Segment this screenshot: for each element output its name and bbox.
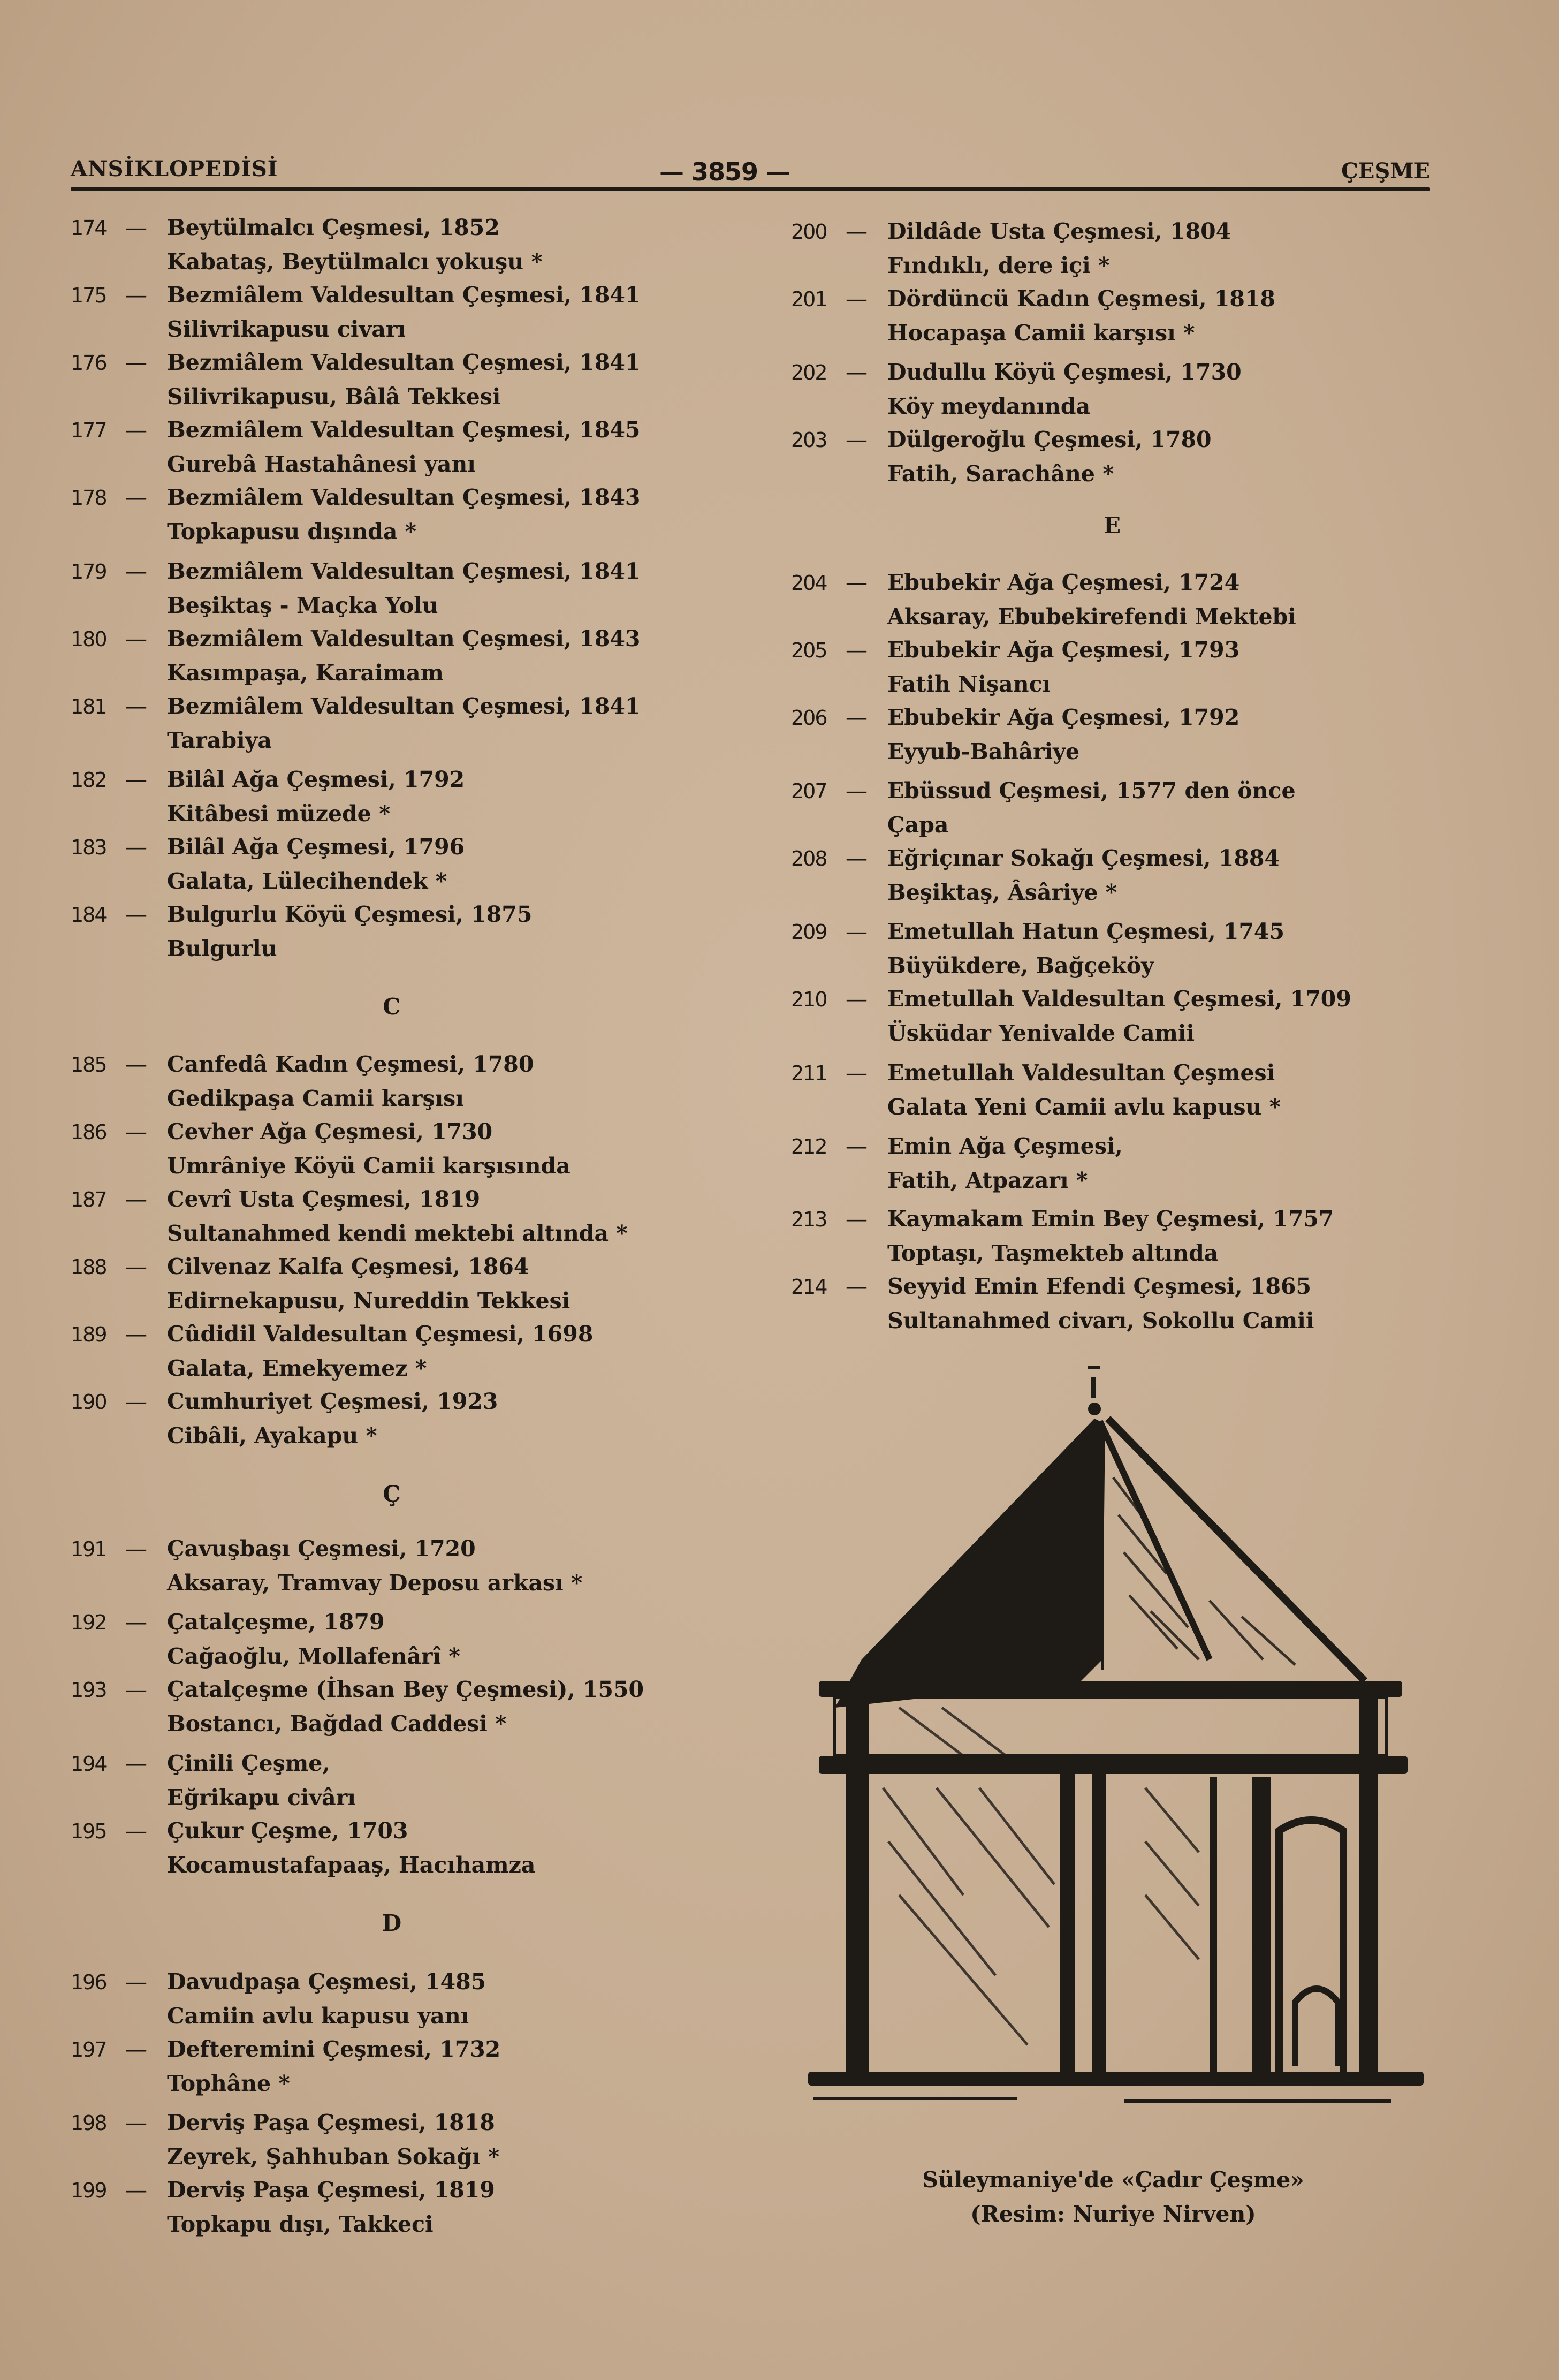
- fountain-illustration: [803, 1360, 1429, 2131]
- list-item: 198 — Derviş Paşa Çeşmesi, 1818 Zeyrek, Şahhuban Sokağı *: [71, 2110, 500, 2170]
- list-item: 205 — Ebubekir Ağa Çeşmesi, 1793 Fatih Nişancı: [791, 637, 1240, 697]
- list-item: 181 — Bezmiâlem Valdesultan Çeşmesi, 1841 Tarabiya: [71, 693, 641, 753]
- list-item: 176 — Bezmiâlem Valdesultan Çeşmesi, 1841 Silivrikapusu, Bâlâ Tekkesi: [71, 350, 641, 410]
- list-item: 179 — Bezmiâlem Valdesultan Çeşmesi, 1841 Beşiktaş - Maçka Yolu: [71, 558, 641, 618]
- list-item: 206 — Ebubekir Ağa Çeşmesi, 1792 Eyyub-Bahâriye: [791, 704, 1240, 764]
- section-letter-c: C: [383, 994, 401, 1020]
- list-item: 204 — Ebubekir Ağa Çeşmesi, 1724 Aksaray, Ebubekirefendi Mektebi: [791, 570, 1296, 630]
- page-header: [71, 151, 1430, 185]
- list-item: 183 — Bilâl Ağa Çeşmesi, 1796 Galata, Lülecihendek *: [71, 834, 465, 894]
- list-item: 201 — Dördüncü Kadın Çeşmesi, 1818 Hocapaşa Camii karşısı *: [791, 286, 1275, 346]
- list-item: 208 — Eğriçınar Sokağı Çeşmesi, 1884 Beşiktaş, Âsâriye *: [791, 845, 1280, 905]
- list-item: 180 — Bezmiâlem Valdesultan Çeşmesi, 1843 Kasımpaşa, Karaimam: [71, 626, 641, 686]
- list-item: 174 — Beytülmalcı Çeşmesi, 1852 Kabataş, Beytülmalcı yokuşu *: [71, 215, 543, 275]
- figure-caption: [792, 2163, 1434, 2231]
- list-item: 177 — Bezmiâlem Valdesultan Çeşmesi, 1845 Gurebâ Hastahânesi yanı: [71, 417, 641, 477]
- list-item: 200 — Dildâde Usta Çeşmesi, 1804 Fındıklı, dere içi *: [791, 218, 1231, 278]
- list-item: 193 — Çatalçeşme (İhsan Bey Çeşmesi), 1550 Bostancı, Bağdad Caddesi *: [71, 1677, 644, 1737]
- list-item: 195 — Çukur Çeşme, 1703 Kocamustafapaaş, Hacıhamza: [71, 1818, 536, 1878]
- running-title: ANSİKLOPEDİSİ: [71, 156, 278, 181]
- list-item: 209 — Emetullah Hatun Çeşmesi, 1745 Büyükdere, Bağçeköy: [791, 919, 1284, 979]
- list-item: 211 — Emetullah Valdesultan Çeşmesi Galata Yeni Camii avlu kapusu *: [791, 1060, 1281, 1120]
- list-item: 189 — Cûdidil Valdesultan Çeşmesi, 1698 Galata, Emekyemez *: [71, 1321, 594, 1381]
- list-item: 202 — Dudullu Köyü Çeşmesi, 1730 Köy meydanında: [791, 359, 1242, 419]
- list-item: 182 — Bilâl Ağa Çeşmesi, 1792 Kitâbesi müzede *: [71, 767, 465, 827]
- list-item: 214 — Seyyid Emin Efendi Çeşmesi, 1865 Sultanahmed civarı, Sokollu Camii: [791, 1274, 1314, 1333]
- list-item: 197 — Defteremini Çeşmesi, 1732 Tophâne *: [71, 2036, 501, 2096]
- list-item: 207 — Ebüssud Çeşmesi, 1577 den önce Çapa: [791, 778, 1296, 838]
- list-item: 203 — Dülgeroğlu Çeşmesi, 1780 Fatih, Sarachâne *: [791, 427, 1212, 487]
- list-item: 184 — Bulgurlu Köyü Çeşmesi, 1875 Bulgurlu: [71, 901, 533, 961]
- page-number: — 3859 —: [659, 157, 790, 186]
- list-item: 186 — Cevher Ağa Çeşmesi, 1730 Umrâniye Köyü Camii karşısında: [71, 1119, 571, 1179]
- section-title: ÇEŞME: [1341, 158, 1430, 184]
- list-item: 188 — Cilvenaz Kalfa Çeşmesi, 1864 Edirnekapusu, Nureddin Tekkesi: [71, 1254, 571, 1314]
- header-rule: [71, 187, 1430, 191]
- caption-credit: (Resim: Nuriye Nirven): [970, 2201, 1256, 2227]
- list-item: 194 — Çinili Çeşme, Eğrikapu civârı: [71, 1750, 356, 1810]
- section-letter-c-cedilla: Ç: [383, 1481, 401, 1507]
- section-letter-e: E: [1103, 512, 1121, 539]
- list-item: 213 — Kaymakam Emin Bey Çeşmesi, 1757 Toptaşı, Taşmekteb altında: [791, 1206, 1334, 1266]
- list-item: 199 — Derviş Paşa Çeşmesi, 1819 Topkapu dışı, Takkeci: [71, 2177, 495, 2237]
- list-item: 210 — Emetullah Valdesultan Çeşmesi, 1709 Üsküdar Yenivalde Camii: [791, 986, 1351, 1046]
- list-item: 175 — Bezmiâlem Valdesultan Çeşmesi, 1841 Silivrikapusu civarı: [71, 282, 641, 342]
- list-item: 190 — Cumhuriyet Çeşmesi, 1923 Cibâli, Ayakapu *: [71, 1389, 498, 1449]
- list-item: 212 — Emin Ağa Çeşmesi, Fatih, Atpazarı *: [791, 1133, 1123, 1193]
- caption-title: Süleymaniye'de «Çadır Çeşme»: [922, 2167, 1304, 2193]
- section-letter-d: D: [382, 1910, 402, 1936]
- tent-fountain-drawing-icon: [803, 1360, 1429, 2131]
- list-item: 187 — Cevrî Usta Çeşmesi, 1819 Sultanahmed kendi mektebi altında *: [71, 1186, 628, 1246]
- list-item: 185 — Canfedâ Kadın Çeşmesi, 1780 Gedikpaşa Camii karşısı: [71, 1051, 534, 1111]
- list-item: 196 — Davudpaşa Çeşmesi, 1485 Camiin avlu kapusu yanı: [71, 1969, 486, 2029]
- list-item: 192 — Çatalçeşme, 1879 Cağaoğlu, Mollafenârî *: [71, 1609, 460, 1669]
- list-item: 191 — Çavuşbaşı Çeşmesi, 1720 Aksaray, Tramvay Deposu arkası *: [71, 1536, 583, 1596]
- list-item: 178 — Bezmiâlem Valdesultan Çeşmesi, 1843 Topkapusu dışında *: [71, 484, 641, 544]
